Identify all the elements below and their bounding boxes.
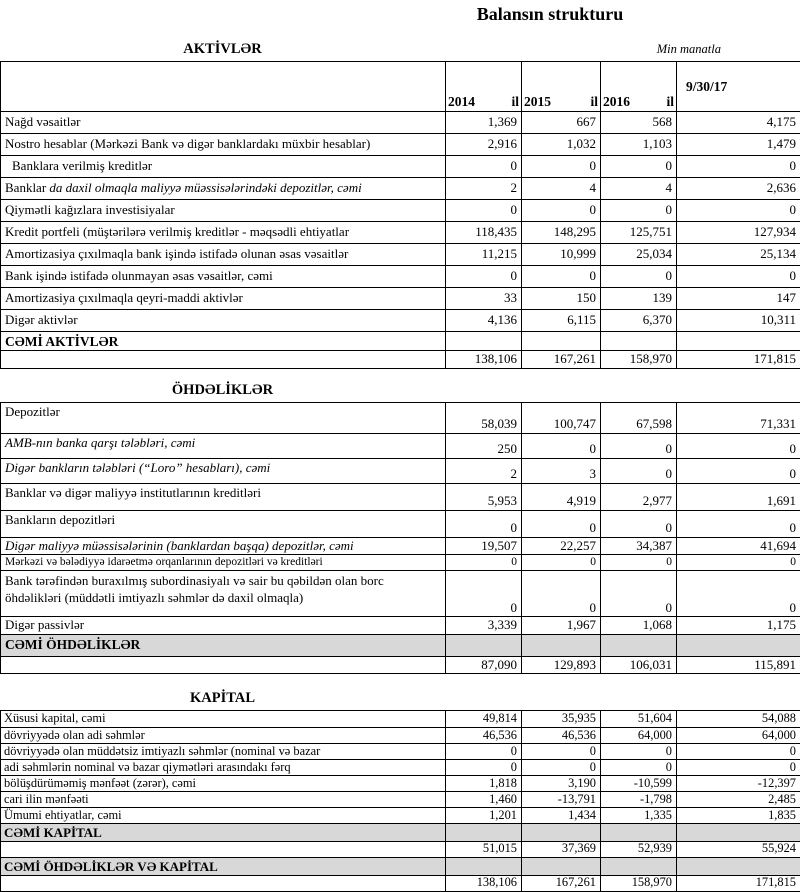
cell-value: 55,924 [677,842,800,858]
table-header-row [1,62,800,112]
label-part: da daxil olmaqla maliyyə müəssisələrindəki depozitlər, cəmi [49,180,361,195]
table-row [1,571,800,617]
table-row [1,156,800,178]
cell-value: 58,039 [446,402,522,433]
row-label: Bank tərəfindən buraxılmış subordinasiyalı və sair bu qəbildən olan borc öhdəlikləri (müddətli imtiyazlı səhmlər də daxil olmaqla) [1,571,446,617]
table-row [1,776,800,792]
empty-cell [522,332,601,351]
cell-value: 1,479 [677,134,800,156]
row-label: Nağd vəsaitlər [1,112,446,134]
header-empty-cell [1,62,446,112]
cell-value: 1,434 [522,808,601,824]
column-header-2016 [601,62,677,112]
table-row [1,266,800,288]
cell-value: 25,034 [601,244,677,266]
cell-value: 1,103 [601,134,677,156]
cell-value: 0 [677,571,800,617]
cell-value: 148,295 [522,222,601,244]
empty-cell [522,858,601,876]
cell-value: 100,747 [522,402,601,433]
table-row [1,178,800,200]
cell-value: 25,134 [677,244,800,266]
cell-value: 0 [677,510,800,537]
cell-value: 0 [677,744,800,760]
cell-value: 2,916 [446,134,522,156]
row-label: dövriyyədə olan adi səhmlər [1,728,446,744]
cell-value: 0 [601,744,677,760]
row-label: bölüşdürüməmiş mənfəət (zərər), cəmi [1,776,446,792]
table-row [1,792,800,808]
table-row [1,433,800,458]
empty-cell [446,634,522,656]
cell-value: 1,967 [522,617,601,635]
cell-value: 51,015 [446,842,522,858]
table-row [1,112,800,134]
year-label: 2014 [448,94,475,109]
cell-value: 0 [522,200,601,222]
row-label: CƏMİ AKTİVLƏR [1,332,446,351]
cell-value: 118,435 [446,222,522,244]
cell-value: 10,311 [677,310,800,332]
cell-value: 1,369 [446,112,522,134]
cell-value: 49,814 [446,711,522,728]
cell-value: 0 [677,266,800,288]
empty-cell [446,332,522,351]
cell-value: 46,536 [522,728,601,744]
year-label: 2015 [524,94,551,109]
row-label: dövriyyədə olan müddətsiz imtiyazlı səhmlər (nominal və bazar [1,744,446,760]
cell-value: 1,460 [446,792,522,808]
cell-value: 0 [522,510,601,537]
total-values-row [1,876,800,892]
cell-value: 1,175 [677,617,800,635]
row-label: CƏMİ ÖHDƏLİKLƏR [1,634,446,656]
year-header-wrap [524,94,598,109]
year-suffix: il [666,94,674,109]
cell-value: -13,791 [522,792,601,808]
cell-value: 41,694 [677,537,800,555]
cell-value: 64,000 [601,728,677,744]
empty-cell [677,824,800,842]
cell-value: 0 [677,200,800,222]
empty-cell [677,858,800,876]
cell-value: 54,088 [677,711,800,728]
cell-value: 0 [446,571,522,617]
year-suffix: il [590,94,598,109]
section-heading-aktivler: AKTİVLƏR [0,41,445,58]
cell-value: 0 [522,744,601,760]
table-row [1,200,800,222]
cell-value: 147 [677,288,800,310]
cell-value: 52,939 [601,842,677,858]
cell-value: 3,339 [446,617,522,635]
cell-value: 2,977 [601,483,677,510]
cell-value: 3 [522,458,601,483]
cell-value: -1,798 [601,792,677,808]
empty-cell [446,858,522,876]
cell-value: 167,261 [522,876,601,892]
total-values-row [1,656,800,674]
cell-value: 0 [446,555,522,571]
page-title: Balansın strukturu [0,4,800,25]
cell-value: 34,387 [601,537,677,555]
table-row [1,744,800,760]
cell-value: 0 [522,156,601,178]
cell-value: 22,257 [522,537,601,555]
cell-value: 87,090 [446,656,522,674]
cell-value: 35,935 [522,711,601,728]
cell-value: 51,604 [601,711,677,728]
table-row [1,244,800,266]
row-label: Nostro hesablar (Mərkəzi Bank və digər banklardakı müxbir hesablar) [1,134,446,156]
row-label: Xüsusi kapital, cəmi [1,711,446,728]
cell-value: 0 [601,433,677,458]
table-row [1,617,800,635]
cell-value: 0 [446,156,522,178]
cell-value: 0 [601,458,677,483]
row-label: Mərkəzi və bələdiyyə idarəetmə orqanlarının depozitləri və kreditləri [1,555,446,571]
cell-value: 0 [601,571,677,617]
cell-value: 1,691 [677,483,800,510]
cell-value: 167,261 [522,351,601,369]
row-label: Qiymətli kağızlara investisiyalar [1,200,446,222]
cell-value: 3,190 [522,776,601,792]
table-row [1,402,800,433]
table-row [1,728,800,744]
cell-value: 67,598 [601,402,677,433]
empty-cell [677,634,800,656]
kapital-table [0,710,800,892]
cell-value: 0 [446,200,522,222]
row-label: Digər maliyyə müəssisələrinin (banklardan başqa) depozitlər, cəmi [1,537,446,555]
cell-value: 4,919 [522,483,601,510]
cell-value: 6,115 [522,310,601,332]
table-row [1,483,800,510]
cell-value: 125,751 [601,222,677,244]
table-row [1,537,800,555]
year-label: 2016 [603,94,630,109]
cell-value: 158,970 [601,351,677,369]
cell-value: 138,106 [446,876,522,892]
cell-value: 0 [677,760,800,776]
cell-value: 0 [522,266,601,288]
empty-cell [601,332,677,351]
row-label: Kredit portfeli (müştərilərə verilmiş kreditlər - məqsədli ehtiyatlar [1,222,446,244]
cell-value: 115,891 [677,656,800,674]
cell-value: 1,835 [677,808,800,824]
cell-value: 0 [677,433,800,458]
year-suffix: il [511,94,519,109]
empty-cell [677,332,800,351]
column-header-period: 9/30/17 [677,62,800,112]
cell-value: 0 [601,760,677,776]
cell-value: 10,999 [522,244,601,266]
empty-cell [601,858,677,876]
cell-value: 171,815 [677,351,800,369]
table-row [1,288,800,310]
cell-value: 0 [522,555,601,571]
cell-value: 0 [601,510,677,537]
cell-value: -12,397 [677,776,800,792]
total-values-row [1,842,800,858]
empty-cell [601,634,677,656]
empty-cell [522,824,601,842]
cell-value: 1,068 [601,617,677,635]
cell-value: 6,370 [601,310,677,332]
ohdelikler-table [0,402,800,675]
cell-value: 568 [601,112,677,134]
table-row [1,711,800,728]
label-part: Banklar [5,180,49,195]
cell-value: 0 [677,156,800,178]
empty-cell [446,824,522,842]
row-label: AMB-nın banka qarşı tələbləri, cəmi [1,433,446,458]
cell-value: 158,970 [601,876,677,892]
cell-value: 5,953 [446,483,522,510]
cell-value: 4,136 [446,310,522,332]
section-heading-kapital: KAPİTAL [0,690,445,707]
table-row [1,808,800,824]
column-header-2014 [446,62,522,112]
cell-value: 106,031 [601,656,677,674]
cell-value: 33 [446,288,522,310]
balance-sheet-document [0,4,800,892]
cell-value: 0 [522,571,601,617]
cell-value: 0 [601,266,677,288]
row-label: Banklar və digər maliyyə institutlarının kreditləri [1,483,446,510]
row-label: Bank işində istifadə olunmayan əsas vəsaitlər, cəmi [1,266,446,288]
row-label: CƏMİ KAPİTAL [1,824,446,842]
empty-cell [1,842,446,858]
cell-value: 138,106 [446,351,522,369]
cell-value: 64,000 [677,728,800,744]
cell-value: 2,485 [677,792,800,808]
cell-value: 0 [446,760,522,776]
total-row [1,824,800,842]
section-heading-ohdelikler: ÖHDƏLİKLƏR [0,382,445,399]
cell-value: 0 [677,555,800,571]
aktivler-table [0,61,800,369]
row-label: Amortizasiya çıxılmaqla qeyri-maddi aktivlər [1,288,446,310]
cell-value: 0 [601,555,677,571]
row-label: CƏMİ ÖHDƏLİKLƏR VƏ KAPİTAL [1,858,446,876]
row-label: Depozitlər [1,402,446,433]
row-label: Ümumi ehtiyatlar, cəmi [1,808,446,824]
cell-value: 250 [446,433,522,458]
cell-value: 2 [446,178,522,200]
cell-value: 0 [522,433,601,458]
column-header-2015 [522,62,601,112]
cell-value: 1,335 [601,808,677,824]
cell-value: 19,507 [446,537,522,555]
empty-cell [522,634,601,656]
subheader-row [0,38,800,58]
row-label: Banklara verilmiş kreditlər [1,156,446,178]
empty-cell [601,824,677,842]
empty-cell [1,656,446,674]
cell-value: 171,815 [677,876,800,892]
row-label: cari ilin mənfəəti [1,792,446,808]
total-row [1,332,800,351]
cell-value: 0 [522,760,601,776]
cell-value: 127,934 [677,222,800,244]
cell-value: 139 [601,288,677,310]
cell-value: 71,331 [677,402,800,433]
cell-value: 0 [446,744,522,760]
total-row [1,634,800,656]
cell-value: -10,599 [601,776,677,792]
table-row [1,555,800,571]
row-label: Bankların depozitləri [1,510,446,537]
cell-value: 0 [677,458,800,483]
table-row [1,510,800,537]
table-row [1,760,800,776]
row-label [1,178,446,200]
year-header-wrap [448,94,519,109]
cell-value: 150 [522,288,601,310]
cell-value: 129,893 [522,656,601,674]
row-label: Amortizasiya çıxılmaqla bank işində istifadə olunan əsas vəsaitlər [1,244,446,266]
table-row [1,222,800,244]
cell-value: 2 [446,458,522,483]
total-row [1,858,800,876]
table-row [1,310,800,332]
cell-value: 4,175 [677,112,800,134]
cell-value: 2,636 [677,178,800,200]
cell-value: 4 [522,178,601,200]
empty-cell [1,876,446,892]
cell-value: 37,369 [522,842,601,858]
cell-value: 0 [601,200,677,222]
cell-value: 0 [446,510,522,537]
cell-value: 46,536 [446,728,522,744]
year-header-wrap [603,94,674,109]
row-label: Digər bankların tələbləri (“Loro” hesabları), cəmi [1,458,446,483]
cell-value: 667 [522,112,601,134]
total-values-row [1,351,800,369]
row-label: Digər aktivlər [1,310,446,332]
cell-value: 1,818 [446,776,522,792]
row-label: Digər passivlər [1,617,446,635]
table-row [1,458,800,483]
cell-value: 0 [446,266,522,288]
cell-value: 0 [601,156,677,178]
unit-note: Min manatla [657,42,721,57]
empty-cell [1,351,446,369]
cell-value: 1,032 [522,134,601,156]
cell-value: 1,201 [446,808,522,824]
cell-value: 11,215 [446,244,522,266]
row-label: adi səhmlərin nominal və bazar qiymətləri arasındakı fərq [1,760,446,776]
table-row [1,134,800,156]
cell-value: 4 [601,178,677,200]
